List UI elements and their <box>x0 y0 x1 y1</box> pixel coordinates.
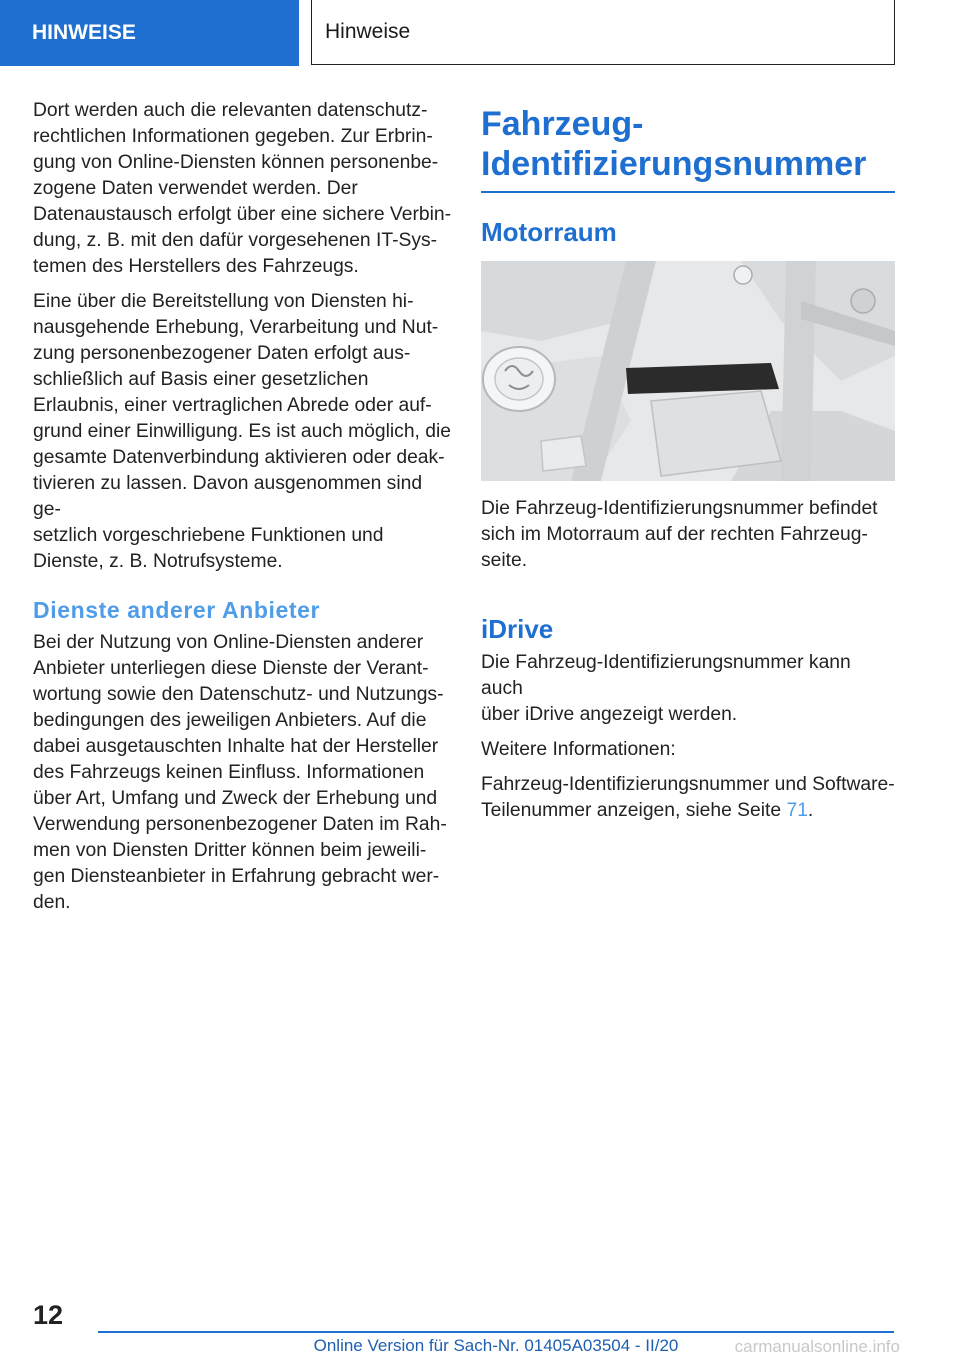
paragraph-data-protection: Dort werden auch die relevanten datenschutz- rechtlichen Informationen gegeben. Zur Erbrin- gung von Online-Diensten können personenbe- zogene Daten verwendet werden. Der Datenaustausch erfolgt über eine sichere Verbin- dung, z. B. mit den dafür vorgesehenen IT-Sys- temen des Herstellers des Fahrzeugs. <box>33 100 452 277</box>
paragraph-data-processing: Eine über die Bereitstellung von Diensten hi- nausgehende Erhebung, Verarbeitung und Nut- zung personenbezogener Daten erfolgt aus- schließlich auf Basis einer gesetzlichen Erlaubnis, einer vertraglichen Abrede oder auf- grund einer Einwilligung. Es ist auch möglich, die gesamte Datenverbindung aktivieren oder deak- tivieren zu lassen. Davon ausgenommen sind ge- setzlich vorgeschriebene Funktionen und Dienste, z. B. Notrufsysteme. <box>33 291 451 572</box>
footer-divider <box>98 1331 894 1333</box>
watermark: carmanualsonline.info <box>734 1337 900 1356</box>
subheading-third-party-services: Dienste anderer Anbieter <box>33 597 321 623</box>
heading-idrive: iDrive <box>481 614 554 644</box>
title-divider <box>481 191 895 193</box>
cross-reference-text: Fahrzeug-Identifizierungsnummer und Software- Teilenummer anzeigen, siehe Seite <box>481 774 895 821</box>
heading-motorraum: Motorraum <box>481 217 617 247</box>
section-title: Hinweise <box>311 0 895 65</box>
cross-reference-end: . <box>807 800 814 821</box>
page-link-71[interactable]: 71 <box>786 800 808 821</box>
caption-motorraum: Die Fahrzeug-Identifizierungsnummer befindet sich im Motorraum auf der rechten Fahrzeug- seite. <box>481 498 878 571</box>
paragraph-third-party-services: Bei der Nutzung von Online-Diensten anderer Anbieter unterliegen diese Dienste der Verant- wortung sowie den Datenschutz- und Nutzungs- bedingungen des jeweiligen Anbieters. Auf die dabei ausgetauschten Inhalte hat der Hersteller des Fahrzeugs keinen Einfluss. Informationen über Art, Umfang und Zweck der Erhebung und Verwendung personenbezogener Daten im Rah- men von Diensten Dritter können beim jeweili- gen Diensteanbieter in Erfahrung gebracht wer- den. <box>33 632 447 913</box>
right-column <box>481 98 895 833</box>
engine-bay-illustration <box>481 261 895 481</box>
cross-reference <box>481 772 895 824</box>
left-column <box>33 98 453 925</box>
section-tab: HINWEISE <box>0 0 299 66</box>
paragraph-idrive: Die Fahrzeug-Identifizierungsnummer kann auch über iDrive angezeigt werden. <box>481 652 851 725</box>
page-number: 12 <box>33 1300 64 1330</box>
footer-online-version: Online Version für Sach-Nr. 01405A03504 - II/20 <box>313 1336 679 1355</box>
more-info-label: Weitere Informationen: <box>481 739 676 760</box>
page-title: Fahrzeug- Identifizierungsnummer <box>481 105 867 183</box>
